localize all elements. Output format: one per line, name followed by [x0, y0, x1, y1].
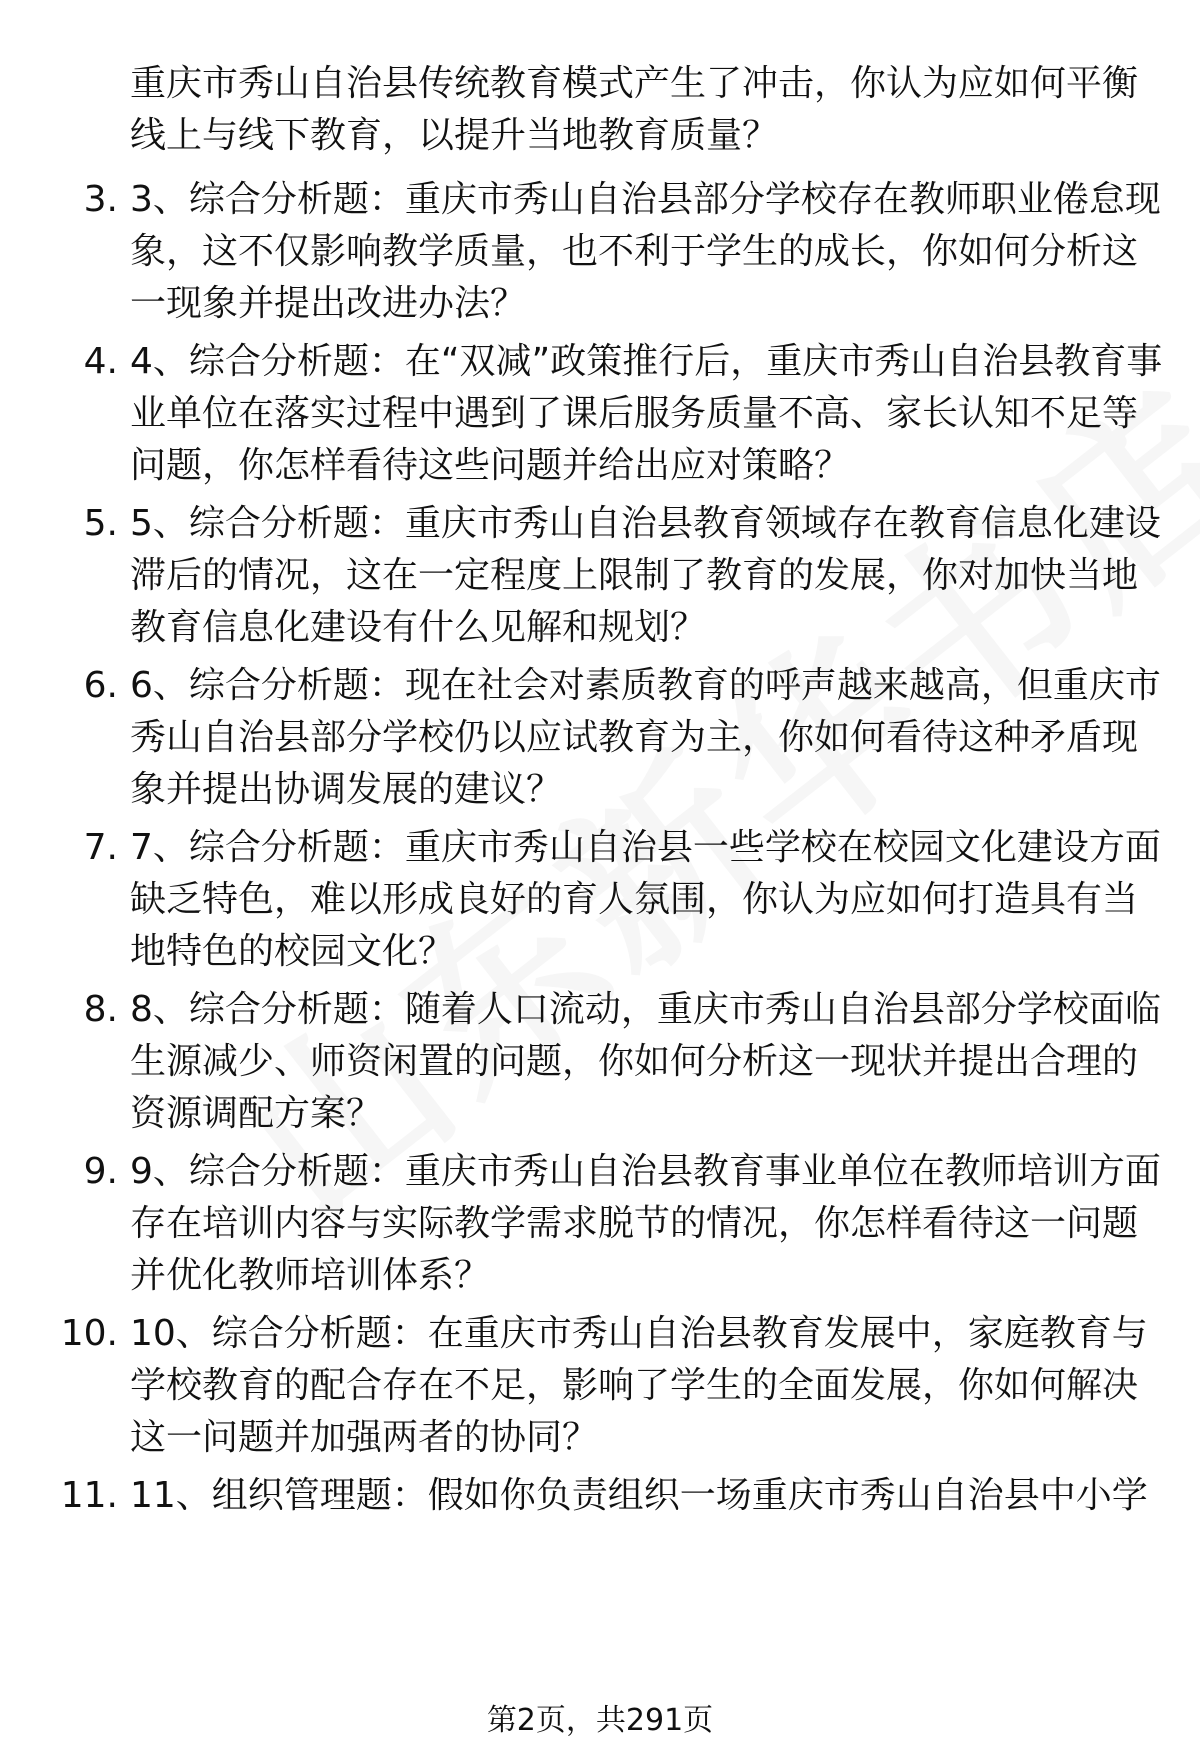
question-text: 5、综合分析题：重庆市秀山自治县教育领域存在教育信息化建设滞后的情况，这在一定程度上限制了教育的发展，你对加快当地教育信息化建设有什么见解和规划？ [130, 503, 1161, 648]
question-text: 4、综合分析题：在“双减”政策推行后，重庆市秀山自治县教育事业单位在落实过程中遇到了课后服务质量不高、家长认知不足等问题，你怎样看待这些问题并给出应对策略？ [130, 341, 1163, 486]
page-footer: 第2页，共291页 [486, 1703, 714, 1738]
list-number: 7. [83, 827, 118, 868]
question-text: 6、综合分析题：现在社会对素质教育的呼声越来越高，但重庆市秀山自治县部分学校仍以应试教育为主，你如何看待这种矛盾现象并提出协调发展的建议？ [130, 665, 1161, 810]
list-number: 5. [83, 503, 118, 544]
list-number: 11. [60, 1475, 118, 1516]
list-number: 6. [83, 665, 118, 706]
list-number: 8. [83, 989, 118, 1030]
continued-question-text: 重庆市秀山自治县传统教育模式产生了冲击，你认为应如何平衡线上与线下教育，以提升当地教育质量？ [130, 63, 1139, 156]
question-text: 10、综合分析题：在重庆市秀山自治县教育发展中，家庭教育与学校教育的配合存在不足，影响了学生的全面发展，你如何解决这一问题并加强两者的协同？ [130, 1313, 1148, 1458]
question-text: 11、组织管理题：假如你负责组织一场重庆市秀山自治县中小学 [130, 1475, 1148, 1516]
question-text: 8、综合分析题：随着人口流动，重庆市秀山自治县部分学校面临生源减少、师资闲置的问题，你如何分析这一现状并提出合理的资源调配方案？ [130, 989, 1161, 1134]
list-number: 10. [60, 1313, 118, 1354]
list-number: 4. [83, 341, 118, 382]
list-number: 9. [83, 1151, 118, 1192]
question-text: 3、综合分析题：重庆市秀山自治县部分学校存在教师职业倦怠现象，这不仅影响教学质量，也不利于学生的成长，你如何分析这一现象并提出改进办法？ [130, 179, 1161, 324]
list-number: 3. [83, 179, 118, 220]
question-text: 9、综合分析题：重庆市秀山自治县教育事业单位在教师培训方面存在培训内容与实际教学需求脱节的情况，你怎样看待这一问题并优化教师培训体系？ [130, 1151, 1161, 1296]
question-text: 7、综合分析题：重庆市秀山自治县一些学校在校园文化建设方面缺乏特色，难以形成良好的育人氛围，你认为应如何打造具有当地特色的校园文化？ [130, 827, 1161, 972]
